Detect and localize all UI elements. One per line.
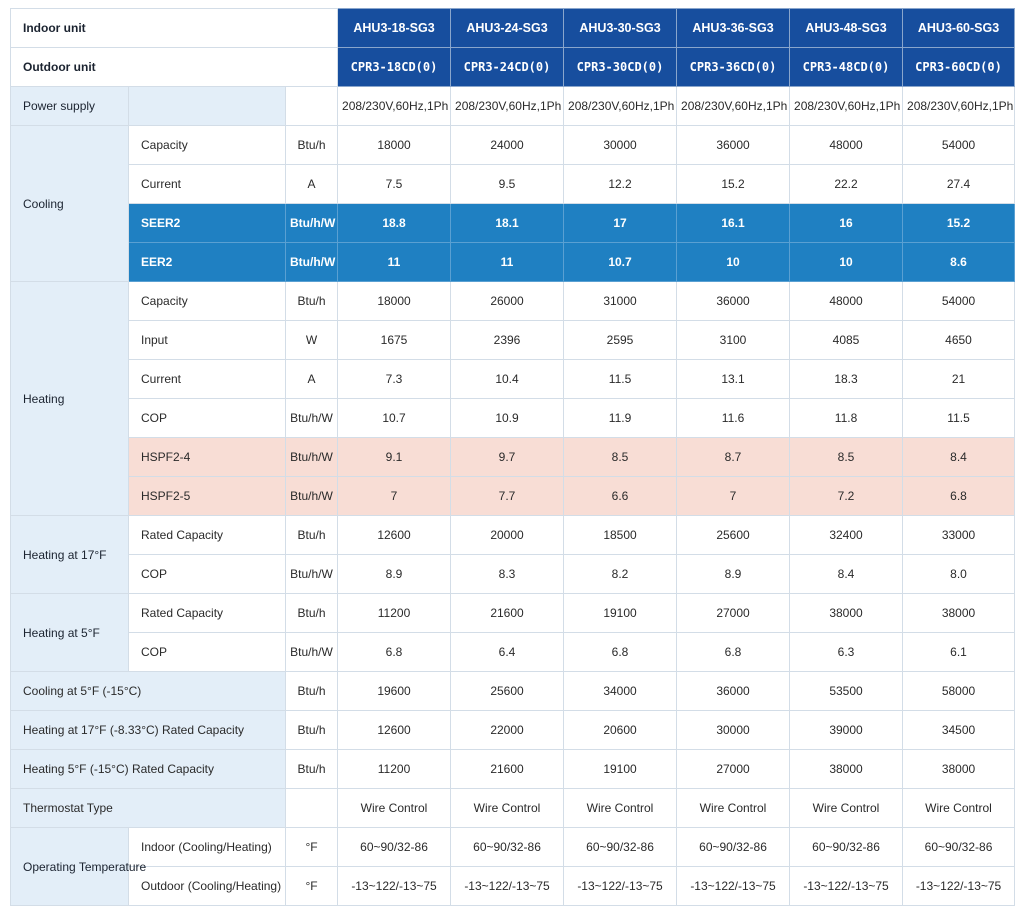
value-cell: 60~90/32-86 bbox=[564, 828, 677, 867]
value-cell: 60~90/32-86 bbox=[451, 828, 564, 867]
value-cell: 19100 bbox=[564, 594, 677, 633]
unit-cell: °F bbox=[286, 828, 338, 867]
value-cell: 22.2 bbox=[790, 165, 903, 204]
value-cell: 8.4 bbox=[903, 438, 1015, 477]
value-cell: 27.4 bbox=[903, 165, 1015, 204]
value-cell: -13~122/-13~75 bbox=[338, 867, 451, 906]
value-cell: 11.9 bbox=[564, 399, 677, 438]
value-cell: 8.0 bbox=[903, 555, 1015, 594]
metric-label: Indoor (Cooling/Heating) bbox=[129, 828, 286, 867]
metric-label: Current bbox=[129, 360, 286, 399]
value-cell: 16.1 bbox=[677, 204, 790, 243]
value-cell: 18500 bbox=[564, 516, 677, 555]
value-cell: 39000 bbox=[790, 711, 903, 750]
spec-table bbox=[10, 8, 1015, 906]
value-cell: 7.5 bbox=[338, 165, 451, 204]
unit-cell: W bbox=[286, 321, 338, 360]
value-cell: 11200 bbox=[338, 750, 451, 789]
value-cell: 7.2 bbox=[790, 477, 903, 516]
value-cell: 60~90/32-86 bbox=[338, 828, 451, 867]
value-cell: 11.5 bbox=[903, 399, 1015, 438]
unit-cell: Btu/h/W bbox=[286, 243, 338, 282]
value-cell: Wire Control bbox=[451, 789, 564, 828]
value-cell: 8.5 bbox=[790, 438, 903, 477]
extra-row bbox=[11, 750, 1015, 789]
unit-cell: A bbox=[286, 360, 338, 399]
unit-cell: Btu/h/W bbox=[286, 633, 338, 672]
value-cell: 38000 bbox=[790, 594, 903, 633]
cooling-group-row bbox=[11, 165, 1015, 204]
value-cell: 1675 bbox=[338, 321, 451, 360]
value-cell: 9.5 bbox=[451, 165, 564, 204]
value-cell: 60~90/32-86 bbox=[790, 828, 903, 867]
value-cell: 54000 bbox=[903, 282, 1015, 321]
value-cell: 33000 bbox=[903, 516, 1015, 555]
metric-label: Capacity bbox=[129, 282, 286, 321]
value-cell: 26000 bbox=[451, 282, 564, 321]
value-cell: 208/230V,60Hz,1Ph bbox=[338, 87, 451, 126]
heating-group-label: Heating bbox=[11, 282, 129, 516]
heating-5f-group-row bbox=[11, 594, 1015, 633]
value-cell: Wire Control bbox=[338, 789, 451, 828]
value-cell: 15.2 bbox=[677, 165, 790, 204]
value-cell: 4650 bbox=[903, 321, 1015, 360]
value-cell: 4085 bbox=[790, 321, 903, 360]
header-row-indoor bbox=[11, 9, 1015, 48]
value-cell: 12.2 bbox=[564, 165, 677, 204]
value-cell: Wire Control bbox=[564, 789, 677, 828]
indoor-model-header: AHU3-60-SG3 bbox=[903, 9, 1015, 48]
unit-cell: Btu/h bbox=[286, 594, 338, 633]
metric-label: Outdoor (Cooling/Heating) bbox=[129, 867, 286, 906]
value-cell: 19600 bbox=[338, 672, 451, 711]
unit-cell: Btu/h/W bbox=[286, 204, 338, 243]
outdoor-model-header: CPR3-36CD(0) bbox=[677, 48, 790, 87]
value-cell: 48000 bbox=[790, 126, 903, 165]
unit-cell: °F bbox=[286, 867, 338, 906]
value-cell: 24000 bbox=[451, 126, 564, 165]
value-cell: -13~122/-13~75 bbox=[677, 867, 790, 906]
value-cell: 7 bbox=[677, 477, 790, 516]
header-row-outdoor bbox=[11, 48, 1015, 87]
value-cell: 6.1 bbox=[903, 633, 1015, 672]
value-cell: 11200 bbox=[338, 594, 451, 633]
blank-unit-cell bbox=[286, 789, 338, 828]
value-cell: 6.6 bbox=[564, 477, 677, 516]
value-cell: 208/230V,60Hz,1Ph bbox=[564, 87, 677, 126]
metric-label: Cooling at 5°F (-15°C) bbox=[11, 672, 286, 711]
outdoor-model-header: CPR3-18CD(0) bbox=[338, 48, 451, 87]
indoor-unit-label: Indoor unit bbox=[11, 9, 338, 48]
value-cell: 20000 bbox=[451, 516, 564, 555]
value-cell: 11.8 bbox=[790, 399, 903, 438]
thermostat-label: Thermostat Type bbox=[11, 789, 286, 828]
value-cell: 21 bbox=[903, 360, 1015, 399]
value-cell: 18.1 bbox=[451, 204, 564, 243]
unit-cell: Btu/h bbox=[286, 516, 338, 555]
outdoor-model-header: CPR3-48CD(0) bbox=[790, 48, 903, 87]
heating-group-row bbox=[11, 438, 1015, 477]
unit-cell: Btu/h/W bbox=[286, 555, 338, 594]
value-cell: 6.8 bbox=[338, 633, 451, 672]
metric-label: Rated Capacity bbox=[129, 594, 286, 633]
outdoor-model-header: CPR3-60CD(0) bbox=[903, 48, 1015, 87]
value-cell: 18000 bbox=[338, 282, 451, 321]
value-cell: 25600 bbox=[451, 672, 564, 711]
blank-unit-cell bbox=[286, 87, 338, 126]
value-cell: 8.5 bbox=[564, 438, 677, 477]
thermostat-row bbox=[11, 789, 1015, 828]
metric-label: HSPF2-4 bbox=[129, 438, 286, 477]
indoor-model-header: AHU3-36-SG3 bbox=[677, 9, 790, 48]
unit-cell: Btu/h bbox=[286, 282, 338, 321]
metric-label: SEER2 bbox=[129, 204, 286, 243]
operating-temp-group-row bbox=[11, 867, 1015, 906]
value-cell: 60~90/32-86 bbox=[903, 828, 1015, 867]
spec-table-body bbox=[11, 9, 1015, 906]
value-cell: 25600 bbox=[677, 516, 790, 555]
value-cell: 11 bbox=[338, 243, 451, 282]
value-cell: 3100 bbox=[677, 321, 790, 360]
value-cell: 22000 bbox=[451, 711, 564, 750]
value-cell: 10 bbox=[677, 243, 790, 282]
heating-group-row bbox=[11, 399, 1015, 438]
value-cell: 18000 bbox=[338, 126, 451, 165]
value-cell: 38000 bbox=[903, 750, 1015, 789]
value-cell: 38000 bbox=[903, 594, 1015, 633]
value-cell: 7 bbox=[338, 477, 451, 516]
value-cell: 27000 bbox=[677, 594, 790, 633]
value-cell: 34000 bbox=[564, 672, 677, 711]
value-cell: 8.9 bbox=[677, 555, 790, 594]
value-cell: 9.1 bbox=[338, 438, 451, 477]
heating-group-row bbox=[11, 360, 1015, 399]
value-cell: 7.7 bbox=[451, 477, 564, 516]
heating-group-row bbox=[11, 282, 1015, 321]
value-cell: 208/230V,60Hz,1Ph bbox=[903, 87, 1015, 126]
unit-cell: Btu/h bbox=[286, 711, 338, 750]
value-cell: 53500 bbox=[790, 672, 903, 711]
metric-label: COP bbox=[129, 633, 286, 672]
heating-17f-group-row bbox=[11, 555, 1015, 594]
value-cell: 11.5 bbox=[564, 360, 677, 399]
heating-17f-group-label: Heating at 17°F bbox=[11, 516, 129, 594]
value-cell: 32400 bbox=[790, 516, 903, 555]
unit-cell: Btu/h bbox=[286, 126, 338, 165]
unit-cell: Btu/h bbox=[286, 750, 338, 789]
outdoor-model-header: CPR3-24CD(0) bbox=[451, 48, 564, 87]
heating-5f-group-label: Heating at 5°F bbox=[11, 594, 129, 672]
value-cell: -13~122/-13~75 bbox=[790, 867, 903, 906]
value-cell: 9.7 bbox=[451, 438, 564, 477]
value-cell: 20600 bbox=[564, 711, 677, 750]
cooling-group-row bbox=[11, 126, 1015, 165]
metric-label: Capacity bbox=[129, 126, 286, 165]
value-cell: 36000 bbox=[677, 672, 790, 711]
value-cell: 30000 bbox=[564, 126, 677, 165]
value-cell: 48000 bbox=[790, 282, 903, 321]
extra-row bbox=[11, 672, 1015, 711]
unit-cell: Btu/h/W bbox=[286, 438, 338, 477]
value-cell: 21600 bbox=[451, 594, 564, 633]
value-cell: 36000 bbox=[677, 126, 790, 165]
metric-label: EER2 bbox=[129, 243, 286, 282]
value-cell: 15.2 bbox=[903, 204, 1015, 243]
value-cell: 2595 bbox=[564, 321, 677, 360]
value-cell: 10.7 bbox=[564, 243, 677, 282]
value-cell: 34500 bbox=[903, 711, 1015, 750]
heating-17f-group-row bbox=[11, 516, 1015, 555]
value-cell: 60~90/32-86 bbox=[677, 828, 790, 867]
metric-label: HSPF2-5 bbox=[129, 477, 286, 516]
value-cell: 18.3 bbox=[790, 360, 903, 399]
value-cell: 8.2 bbox=[564, 555, 677, 594]
value-cell: 6.8 bbox=[903, 477, 1015, 516]
metric-label: COP bbox=[129, 399, 286, 438]
value-cell: 38000 bbox=[790, 750, 903, 789]
unit-cell: Btu/h/W bbox=[286, 477, 338, 516]
value-cell: 8.4 bbox=[790, 555, 903, 594]
value-cell: 17 bbox=[564, 204, 677, 243]
value-cell: -13~122/-13~75 bbox=[451, 867, 564, 906]
value-cell: 11.6 bbox=[677, 399, 790, 438]
indoor-model-header: AHU3-48-SG3 bbox=[790, 9, 903, 48]
blank-cell bbox=[129, 87, 286, 126]
value-cell: 19100 bbox=[564, 750, 677, 789]
metric-label: Input bbox=[129, 321, 286, 360]
value-cell: 6.4 bbox=[451, 633, 564, 672]
value-cell: 8.7 bbox=[677, 438, 790, 477]
metric-label: COP bbox=[129, 555, 286, 594]
value-cell: -13~122/-13~75 bbox=[564, 867, 677, 906]
value-cell: 208/230V,60Hz,1Ph bbox=[790, 87, 903, 126]
unit-cell: Btu/h bbox=[286, 672, 338, 711]
indoor-model-header: AHU3-24-SG3 bbox=[451, 9, 564, 48]
value-cell: 6.8 bbox=[677, 633, 790, 672]
value-cell: 12600 bbox=[338, 516, 451, 555]
value-cell: 27000 bbox=[677, 750, 790, 789]
value-cell: 208/230V,60Hz,1Ph bbox=[677, 87, 790, 126]
value-cell: 58000 bbox=[903, 672, 1015, 711]
heating-5f-group-row bbox=[11, 633, 1015, 672]
metric-label: Heating 5°F (-15°C) Rated Capacity bbox=[11, 750, 286, 789]
value-cell: 16 bbox=[790, 204, 903, 243]
cooling-group-row bbox=[11, 243, 1015, 282]
value-cell: -13~122/-13~75 bbox=[903, 867, 1015, 906]
value-cell: Wire Control bbox=[677, 789, 790, 828]
value-cell: 30000 bbox=[677, 711, 790, 750]
unit-cell: A bbox=[286, 165, 338, 204]
value-cell: 2396 bbox=[451, 321, 564, 360]
value-cell: 8.9 bbox=[338, 555, 451, 594]
value-cell: 36000 bbox=[677, 282, 790, 321]
value-cell: 10 bbox=[790, 243, 903, 282]
value-cell: 10.7 bbox=[338, 399, 451, 438]
value-cell: Wire Control bbox=[903, 789, 1015, 828]
value-cell: 6.3 bbox=[790, 633, 903, 672]
value-cell: 208/230V,60Hz,1Ph bbox=[451, 87, 564, 126]
value-cell: 8.3 bbox=[451, 555, 564, 594]
operating-temp-group-row bbox=[11, 828, 1015, 867]
value-cell: 13.1 bbox=[677, 360, 790, 399]
unit-cell: Btu/h/W bbox=[286, 399, 338, 438]
metric-label: Current bbox=[129, 165, 286, 204]
heating-group-row bbox=[11, 321, 1015, 360]
outdoor-unit-label: Outdoor unit bbox=[11, 48, 338, 87]
indoor-model-header: AHU3-18-SG3 bbox=[338, 9, 451, 48]
value-cell: 21600 bbox=[451, 750, 564, 789]
value-cell: 31000 bbox=[564, 282, 677, 321]
value-cell: 11 bbox=[451, 243, 564, 282]
indoor-model-header: AHU3-30-SG3 bbox=[564, 9, 677, 48]
value-cell: 18.8 bbox=[338, 204, 451, 243]
value-cell: 10.9 bbox=[451, 399, 564, 438]
value-cell: 6.8 bbox=[564, 633, 677, 672]
value-cell: 7.3 bbox=[338, 360, 451, 399]
metric-label: Heating at 17°F (-8.33°C) Rated Capacity bbox=[11, 711, 286, 750]
value-cell: Wire Control bbox=[790, 789, 903, 828]
value-cell: 12600 bbox=[338, 711, 451, 750]
value-cell: 54000 bbox=[903, 126, 1015, 165]
metric-label: Rated Capacity bbox=[129, 516, 286, 555]
cooling-group-row bbox=[11, 204, 1015, 243]
power-supply-label: Power supply bbox=[11, 87, 129, 126]
power-supply-row bbox=[11, 87, 1015, 126]
operating-temp-group-label: Operating Temperature bbox=[11, 828, 129, 906]
cooling-group-label: Cooling bbox=[11, 126, 129, 282]
extra-row bbox=[11, 711, 1015, 750]
outdoor-model-header: CPR3-30CD(0) bbox=[564, 48, 677, 87]
value-cell: 10.4 bbox=[451, 360, 564, 399]
heating-group-row bbox=[11, 477, 1015, 516]
value-cell: 8.6 bbox=[903, 243, 1015, 282]
